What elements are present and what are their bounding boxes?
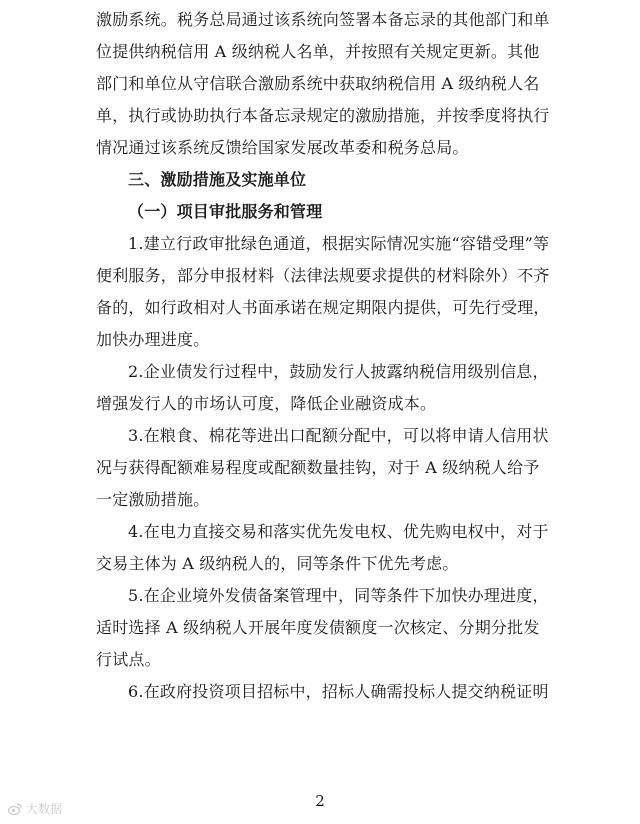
paragraph-line: 激励系统。税务总局通过该系统向签署本备忘录的其他部门和单 bbox=[96, 10, 550, 29]
item-1-line: 1.建立行政审批绿色通道，根据实际情况实施“容错受理”等 bbox=[128, 234, 550, 253]
item-3-line: 3.在粮食、棉花等进出口配额分配中，可以将申请人信用状 bbox=[128, 426, 549, 445]
item-3-line: 一定激励措施。 bbox=[96, 490, 210, 509]
section-heading: 三、激励措施及实施单位 bbox=[128, 170, 307, 189]
item-2-line: 2.企业债发行过程中，鼓励发行人披露纳税信用级别信息， bbox=[128, 362, 549, 381]
weibo-logo-icon bbox=[8, 802, 22, 816]
paragraph-line: 情况通过该系统反馈给国家发展改革委和税务总局。 bbox=[96, 138, 469, 157]
watermark bbox=[8, 800, 62, 817]
item-4-line: 4.在电力直接交易和落实优先发电权、优先购电权中，对于 bbox=[128, 522, 549, 541]
item-1-line: 加快办理进度。 bbox=[96, 330, 210, 349]
item-5-line: 行试点。 bbox=[96, 650, 161, 669]
paragraph-line: 单，执行或协助执行本备忘录规定的激励措施，并按季度将执行 bbox=[96, 106, 550, 125]
paragraph-line: 部门和单位从守信联合激励系统中获取纳税信用 A 级纳税人名 bbox=[96, 74, 540, 93]
paragraph-line: 位提供纳税信用 A 级纳税人名单，并按照有关规定更新。其他 bbox=[96, 42, 540, 61]
subsection-heading: （一）项目审批服务和管理 bbox=[128, 202, 323, 221]
document-body bbox=[96, 4, 584, 708]
item-5-line: 适时选择 A 级纳税人开展年度发债额度一次核定、分期分批发 bbox=[96, 618, 540, 637]
page-number: 2 bbox=[315, 792, 325, 810]
item-2-line: 增强发行人的市场认可度，降低企业融资成本。 bbox=[96, 394, 437, 413]
watermark-text: 大数据 bbox=[26, 802, 63, 816]
item-5-line: 5.在企业境外发债备案管理中，同等条件下加快办理进度， bbox=[128, 586, 549, 605]
item-1-line: 备的，如行政相对人书面承诺在规定期限内提供，可先行受理， bbox=[96, 298, 550, 317]
item-3-line: 况与获得配额难易程度或配额数量挂钩，对于 A 级纳税人给予 bbox=[96, 458, 540, 477]
item-6-line: 6.在政府投资项目招标中，招标人确需投标人提交纳税证明 bbox=[128, 682, 549, 701]
item-4-line: 交易主体为 A 级纳税人的，同等条件下优先考虑。 bbox=[96, 554, 459, 573]
item-1-line: 便利服务，部分申报材料（法律法规要求提供的材料除外）不齐 bbox=[96, 266, 550, 285]
